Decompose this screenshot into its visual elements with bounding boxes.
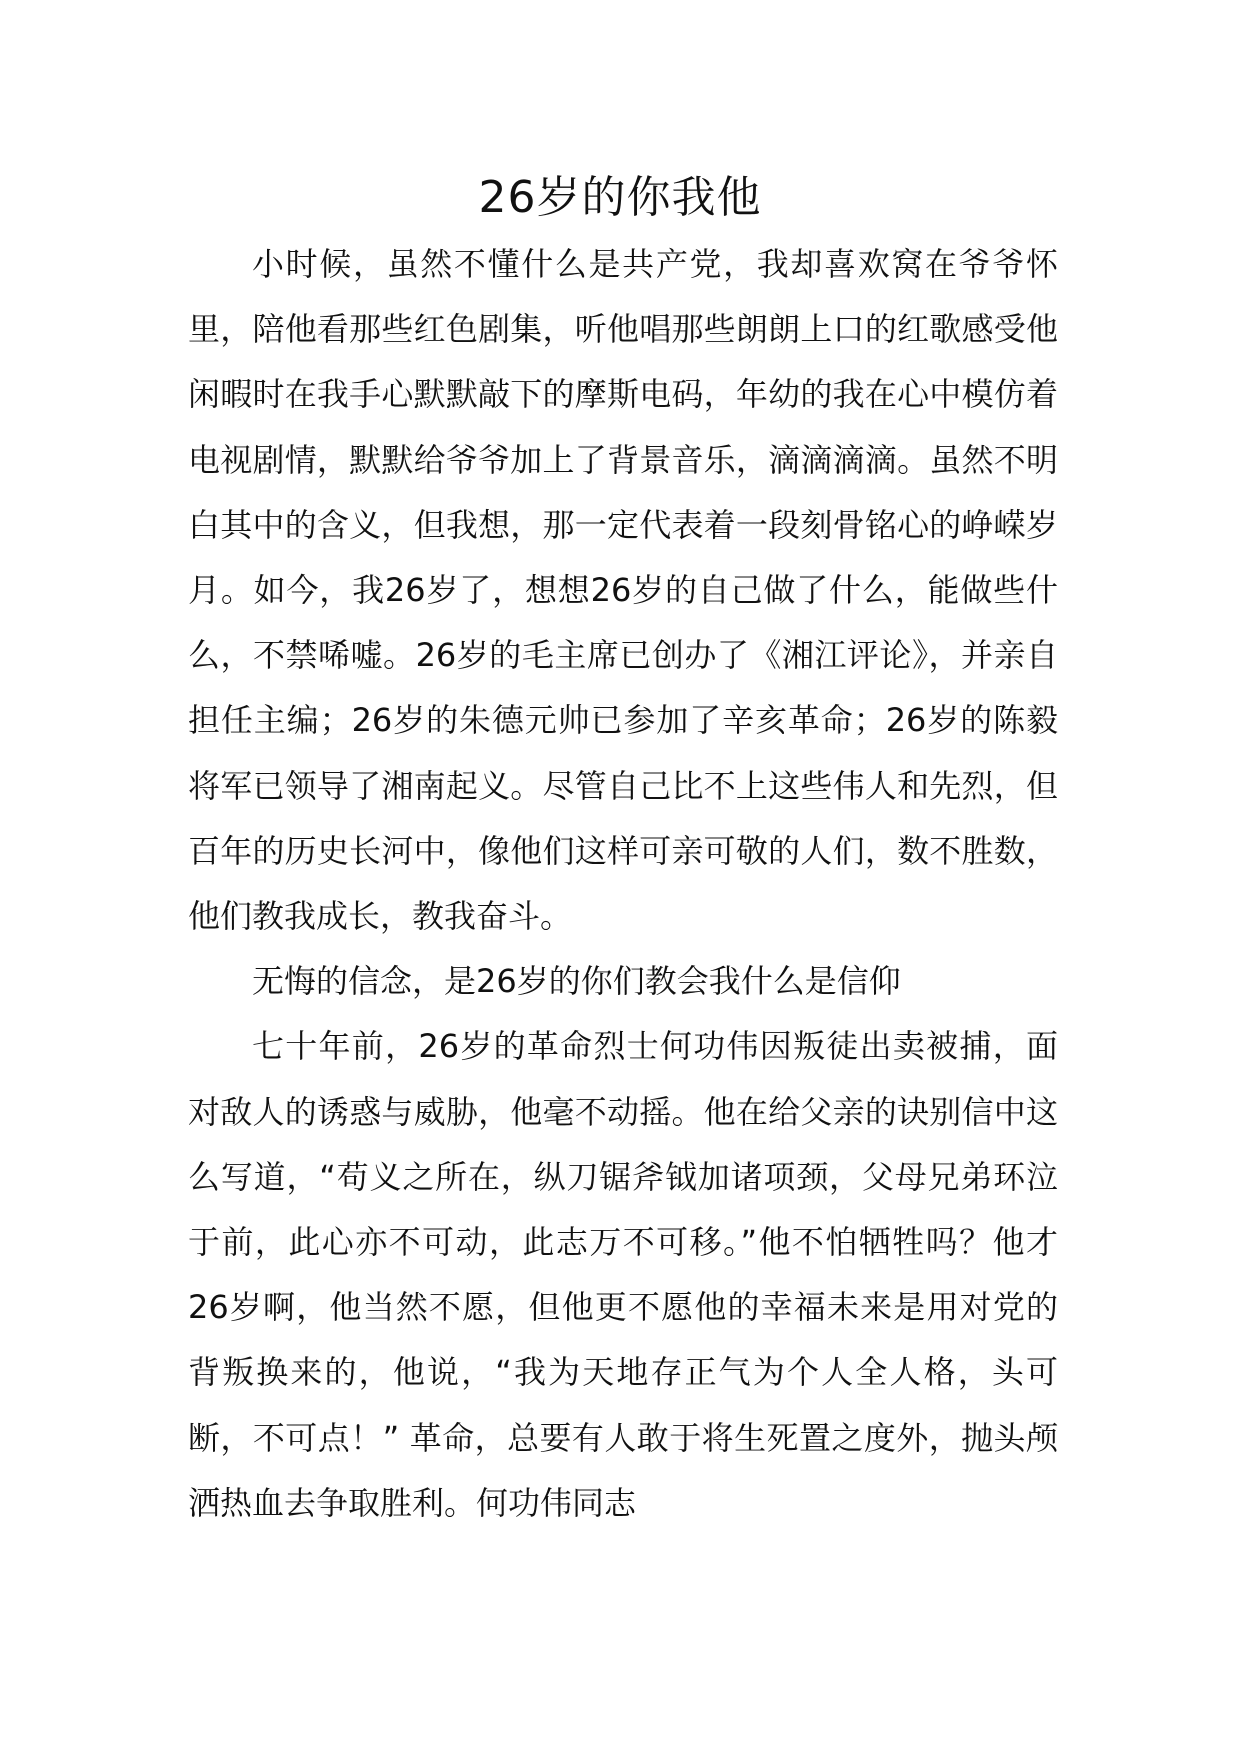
document-title: 26岁的你我他 xyxy=(478,172,762,223)
paragraph-childhood: 小时候，虽然不懂什么是共产党，我却喜欢窝在爷爷怀里，陪他看那些红色剧集，听他唱那些朗朗上口的红歌感受他闲暇时在我手心默默敲下的摩斯电码，年幼的我在心中模仿着电视剧情，默默给爷爷加上了背景音乐，滴滴滴滴。虽然不明白其中的含义，但我想，那一定代表着一段刻骨铭心的峥嵘岁月。如今，我26岁了，想想26岁的自己做了什么，能做些什么，不禁唏嘘。26岁的毛主席已创办了《湘江评论》，并亲自担任主编；26岁的朱德元帅已参加了辛亥革命；26岁的陈毅将军已领导了湘南起义。尽管自己比不上这些伟人和先烈，但百年的历史长河中，像他们这样可亲可敬的人们，数不胜数，他们教我成长，教我奋斗。 xyxy=(188,245,1058,936)
document-body xyxy=(188,232,1058,1536)
paragraph-belief: 无悔的信念，是26岁的你们教会我什么是信仰 xyxy=(252,962,901,1001)
paragraph-martyr: 七十年前，26岁的革命烈士何功伟因叛徒出卖被捕，面对敌人的诱惑与威胁，他毫不动摇。他在给父亲的诀别信中这么写道，“苟义之所在，纵刀锯斧钺加诸项颈，父母兄弟环泣于前，此心亦不可动，此志万不可移。”他不怕牺牲吗？他才26岁啊，他当然不愿，但他更不愿他的幸福未来是用对党的背叛换来的，他说，“我为天地存正气为个人全人格，头可断，不可点！” 革命，总要有人敢于将生死置之度外，抛头颅洒热血去争取胜利。何功伟同志 xyxy=(188,1027,1058,1522)
